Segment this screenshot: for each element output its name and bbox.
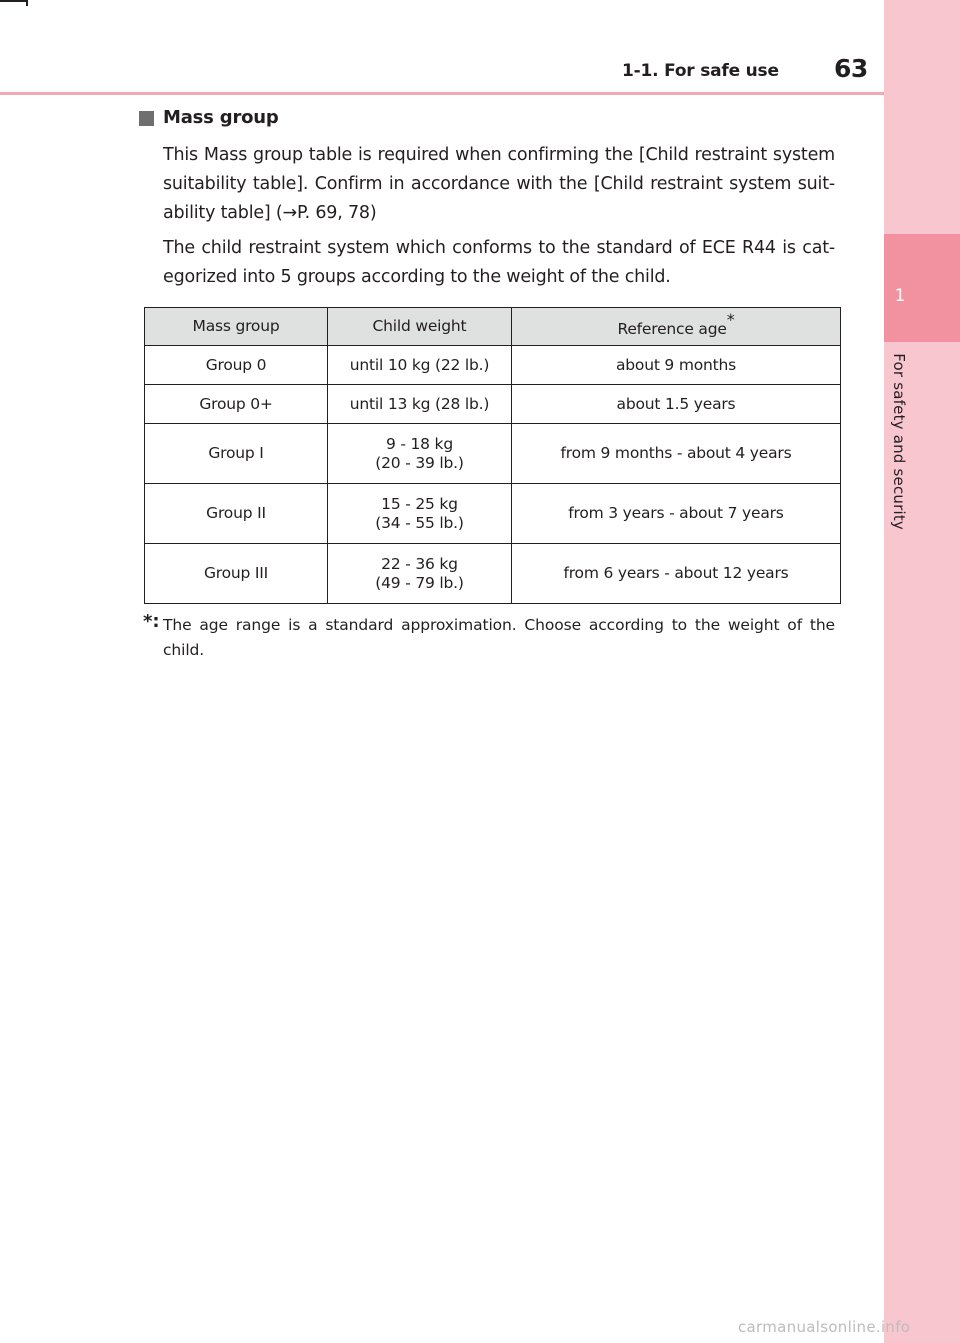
weight-lb-line: (49 - 79 lb.): [375, 573, 464, 592]
reference-age-cell: about 9 months: [512, 346, 841, 385]
weight-kg-line: 15 - 25 kg: [381, 494, 458, 513]
weight-lb-line: (20 - 39 lb.): [375, 453, 464, 472]
weight-line: until 13 kg (28 lb.): [349, 394, 490, 413]
chapter-label-text: For safety and security: [890, 353, 908, 530]
page-number: 63: [834, 54, 868, 83]
footnote-reference: *: [726, 310, 735, 330]
footnote-text: The age range is a standard approximation. Choose according to the weight of the child.: [163, 616, 835, 659]
description-paragraph: The child restraint system which conforms to the standard of ECE R44 is cat-egorized into 5 groups according to the weight of the child.: [163, 238, 835, 287]
mass-group-cell: Group 0: [145, 346, 328, 385]
chapter-number: 1: [894, 286, 906, 306]
chapter-side-tab: [884, 0, 960, 1343]
heading-bullet-icon: [139, 111, 154, 126]
reference-age-cell: about 1.5 years: [512, 385, 841, 424]
reference-age-cell: from 9 months - about 4 years: [512, 424, 841, 484]
reference-age-label: Reference age: [617, 320, 727, 339]
chapter-label: [890, 353, 908, 530]
footnote-mark: *:: [143, 611, 160, 632]
mass-group-cell: Group III: [145, 544, 328, 604]
child-weight-cell: [328, 484, 512, 544]
table-row: [145, 385, 841, 424]
table-row: [145, 544, 841, 604]
mass-group-cell: Group 0+: [145, 385, 328, 424]
table-row: [145, 346, 841, 385]
header-rule: [0, 92, 884, 95]
weight-kg-line: 22 - 36 kg: [381, 554, 458, 573]
child-weight-cell: [328, 544, 512, 604]
reference-age-cell: from 6 years - about 12 years: [512, 544, 841, 604]
weight-kg-line: 9 - 18 kg: [386, 434, 453, 453]
weight-lb-line: (34 - 55 lb.): [375, 513, 464, 532]
column-header-mass-group: Mass group: [145, 308, 328, 346]
child-weight-cell: [328, 385, 512, 424]
crop-mark-top-left: [0, 0, 26, 2]
table-row: [145, 484, 841, 544]
mass-group-table: [144, 307, 841, 604]
weight-line: until 10 kg (22 lb.): [349, 355, 490, 374]
section-heading: Mass group: [163, 107, 279, 128]
mass-group-cell: Group II: [145, 484, 328, 544]
child-weight-cell: [328, 424, 512, 484]
section-title: 1-1. For safe use: [622, 61, 779, 81]
crop-mark-top-left-vertical: [26, 0, 28, 6]
watermark: carmanualsonline.info: [738, 1318, 911, 1336]
column-header-reference-age: [512, 308, 841, 346]
child-weight-cell: [328, 346, 512, 385]
column-header-child-weight: Child weight: [328, 308, 512, 346]
reference-age-cell: from 3 years - about 7 years: [512, 484, 841, 544]
intro-paragraph: This Mass group table is required when confirming the [Child restraint system suitability table]. Confirm in accordance with the [Child restraint system suit-ability table] (→P. 69, 78): [163, 145, 835, 223]
table-row: [145, 424, 841, 484]
table-header-row: [145, 308, 841, 346]
mass-group-cell: Group I: [145, 424, 328, 484]
